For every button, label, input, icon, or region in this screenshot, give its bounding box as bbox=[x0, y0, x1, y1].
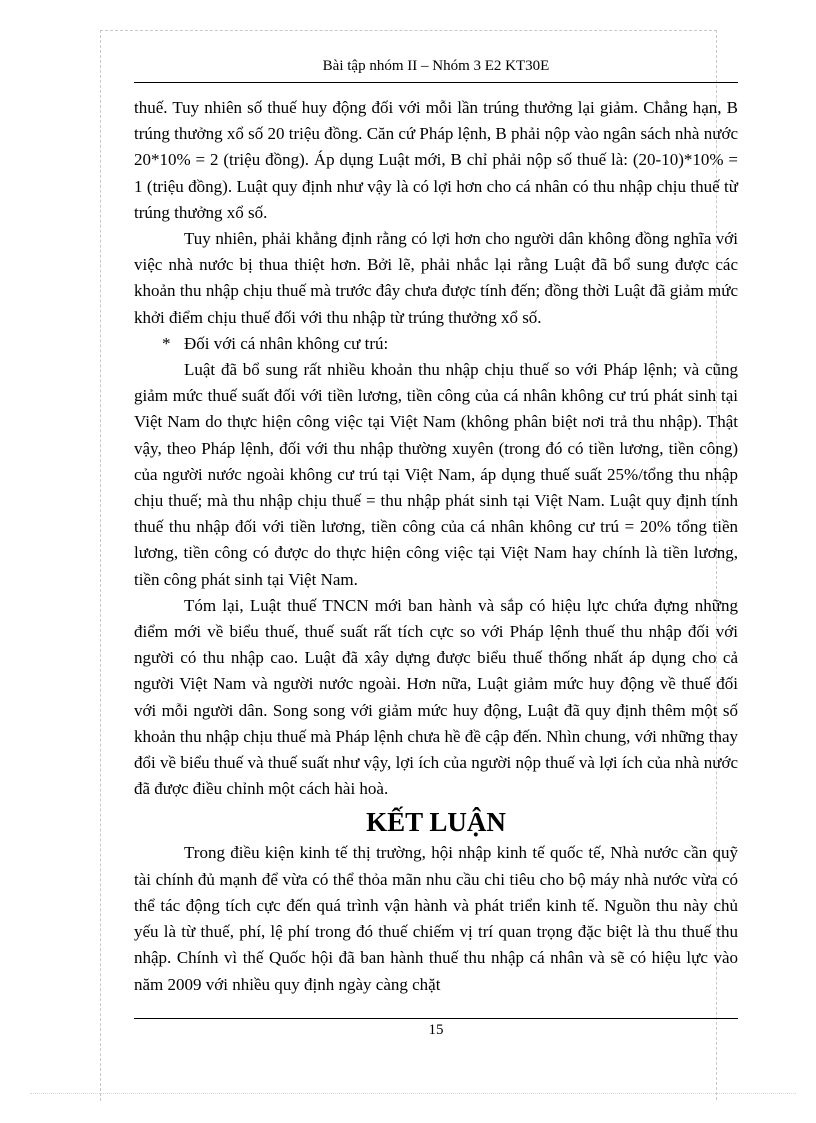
page-bottom-divider bbox=[30, 1093, 796, 1094]
paragraph-conclusion: Trong điều kiện kinh tế thị trường, hội nhập kinh tế quốc tế, Nhà nước cần quỹ tài chính đủ mạnh để vừa có thể thỏa mãn nhu cầu chi tiêu cho bộ máy nhà nước vừa có thể tác động tích cực đến quá trình vận hành và phát triển kinh tế. Nguồn thu này chủ yếu là từ thuế, phí, lệ phí trong đó thuế chiếm vị trí quan trọng đặc biệt là thu thuế thu nhập. Chính vì thế Quốc hội đã ban hành thuế thu nhập cá nhân và sẽ có hiệu lực vào năm 2009 với nhiều quy định ngày càng chặt bbox=[134, 843, 738, 994]
section-heading: KẾT LUẬN bbox=[366, 807, 506, 838]
running-header: Bài tập nhóm II – Nhóm 3 E2 KT30E bbox=[134, 58, 738, 83]
page-number: 15 bbox=[428, 1022, 444, 1038]
bullet-star: * bbox=[162, 333, 171, 353]
document-body bbox=[134, 95, 738, 998]
footer-divider bbox=[134, 1018, 738, 1019]
paragraph-lottery-example: thuế. Tuy nhiên số thuế huy động đối với mỗi lần trúng thưởng lại giảm. Chẳng hạn, B trúng thưởng xổ số 20 triệu đồng. Căn cứ Pháp lệnh, B phải nộp vào ngân sách nhà nước 20*10% = 2 (triệu đồng). Áp dụng Luật mới, B chỉ phải nộp số thuế là: (20-10)*10% = 1 (triệu đồng). Luật quy định như vậy là có lợi hơn cho cá nhân có thu nhập chịu thuế từ trúng thưởng xổ số. bbox=[134, 98, 738, 222]
paragraph-non-resident: Luật đã bổ sung rất nhiều khoản thu nhập chịu thuế so với Pháp lệnh; và cũng giảm mức thuế suất đối với tiền lương, tiền công của cá nhân không cư trú phát sinh tại Việt Nam do thực hiện công việc tại Việt Nam (không phân biệt nơi trả thu nhập). Thật vậy, theo Pháp lệnh, đối với thu nhập thường xuyên (trong đó có tiền lương, tiền công) của người nước ngoài không cư trú tại Việt Nam, áp dụng thuế suất 25%/tổng thu nhập chịu thuế; mà thu nhập chịu thuế = thu nhập phát sinh tại Việt Nam. Luật quy định tính thuế thu nhập đối với tiền lương, tiền công của cá nhân không cư trú = 20% tổng tiền lương, tiền công có được do thực hiện công việc tại Việt Nam hay chính là tiền lương, tiền công phát sinh tại Việt Nam. bbox=[134, 360, 738, 589]
bullet-text: Đối với cá nhân không cư trú: bbox=[184, 333, 389, 353]
paragraph-summary: Tóm lại, Luật thuế TNCN mới ban hành và sắp có hiệu lực chứa đựng những điểm mới về biểu thuế, thuế suất rất tích cực so với Pháp lệnh thuế thu nhập đối với người có thu nhập cao. Luật đã xây dựng được biểu thuế thống nhất áp dụng cho cả người Việt Nam và người nước ngoài. Hơn nữa, Luật giảm mức huy động về thuế đối với mỗi người dân. Song song với giảm mức huy động, Luật đã quy định thêm một số khoản thu nhập chịu thuế mà Pháp lệnh chưa hề đề cập đến. Nhìn chung, với những thay đổi về biểu thuế và thuế suất như vậy, lợi ích của người nộp thuế và lợi ích của nhà nước đã được điều chỉnh một cách hài hoà. bbox=[134, 595, 738, 799]
bullet-non-resident bbox=[134, 331, 738, 357]
paragraph-state-revenue: Tuy nhiên, phải khẳng định rằng có lợi hơn cho người dân không đồng nghĩa với việc nhà nước bị thua thiệt hơn. Bởi lẽ, phải nhắc lại rằng Luật đã bổ sung được các khoản thu nhập chịu thuế mà trước đây chưa được tính đến; đồng thời Luật đã giảm mức khởi điểm chịu thuế đối với thu nhập từ trúng thưởng xổ số. bbox=[134, 229, 738, 327]
